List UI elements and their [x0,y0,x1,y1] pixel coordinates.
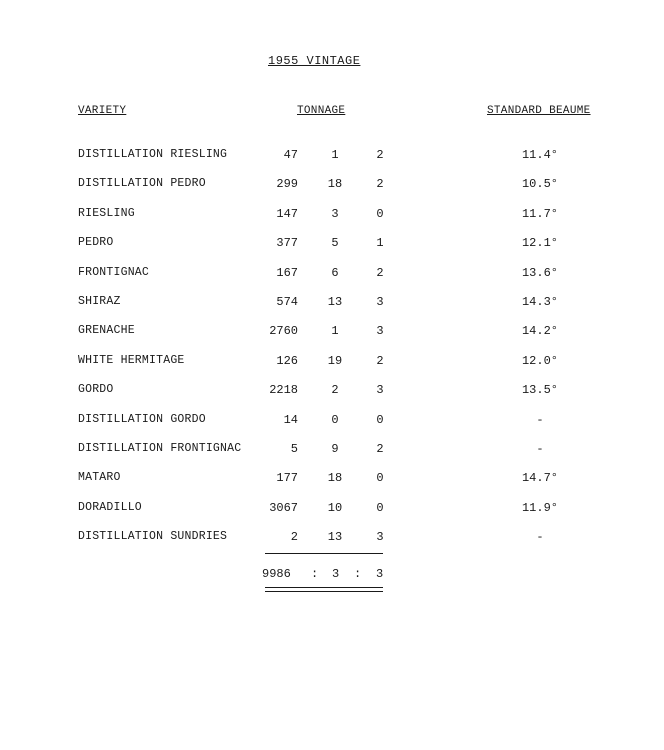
table-row [0,289,664,318]
tons-cell: 3067 [269,500,298,515]
baume-cell: 14.7° [521,471,558,486]
document-title: 1955 VINTAGE [268,54,361,68]
cwt-cell: 19 [327,353,343,368]
tons-cell: 2760 [269,324,298,339]
cwt-cell: 6 [331,265,339,280]
qtr-cell: 3 [376,530,384,545]
vintage-table [0,142,664,553]
baume-column-header: STANDARD BEAUME [487,105,591,117]
variety-cell: FRONTIGNAC [78,265,150,279]
qtr-cell: 2 [376,353,384,368]
qtr-cell: 3 [376,383,384,398]
baume-cell: 12.1° [521,236,558,251]
table-row [0,495,664,524]
tons-cell: 2218 [269,383,298,398]
tons-cell: 167 [276,265,298,280]
total-qtr: 3 [376,567,384,581]
baume-cell: - [536,412,544,427]
qtr-cell: 2 [376,148,384,162]
double-rule-top [265,587,383,588]
cwt-cell: 0 [331,412,339,427]
variety-cell: DISTILLATION FRONTIGNAC [78,441,242,455]
total-cwt: 3 [332,567,340,581]
tons-cell: 126 [276,353,298,368]
cwt-cell: 5 [331,236,339,251]
table-row [0,407,664,436]
variety-cell: DORADILLO [78,500,142,514]
table-row [0,377,664,406]
tons-cell: 299 [276,177,298,192]
baume-cell: 13.5° [521,383,558,398]
qtr-cell: 2 [376,177,384,192]
variety-cell: GRENACHE [78,324,135,338]
tonnage-column-header: TONNAGE [297,105,346,117]
qtr-cell: 3 [376,294,384,309]
double-rule-bottom [265,591,383,592]
variety-cell: WHITE HERMITAGE [78,353,185,367]
qtr-cell: 3 [376,324,384,339]
qtr-cell: 2 [376,441,384,456]
cwt-cell: 18 [327,471,343,486]
cwt-cell: 2 [331,383,339,398]
table-row [0,465,664,494]
cwt-cell: 3 [331,206,339,221]
total-separator: : [354,567,362,581]
baume-cell: 10.5° [521,177,558,192]
tons-cell: 14 [283,412,298,427]
variety-cell: DISTILLATION SUNDRIES [78,530,228,544]
table-row [0,142,664,171]
variety-cell: MATARO [78,471,121,485]
cwt-cell: 13 [327,294,343,309]
baume-cell: - [536,530,544,545]
qtr-cell: 1 [376,236,384,251]
baume-cell: 14.3° [521,294,558,309]
variety-cell: PEDRO [78,236,114,250]
variety-cell: GORDO [78,383,114,397]
table-row [0,524,664,553]
table-row [0,436,664,465]
variety-cell: RIESLING [78,206,135,220]
table-row [0,201,664,230]
variety-cell: DISTILLATION RIESLING [78,148,228,161]
tons-cell: 2 [290,530,298,545]
cwt-cell: 10 [327,500,343,515]
tons-cell: 147 [276,206,298,221]
baume-cell: 12.0° [521,353,558,368]
cwt-cell: 18 [327,177,343,192]
table-row [0,318,664,347]
variety-cell: DISTILLATION GORDO [78,412,206,426]
cwt-cell: 1 [331,324,339,339]
variety-column-header: VARIETY [78,105,127,117]
variety-cell: SHIRAZ [78,294,121,308]
qtr-cell: 0 [376,206,384,221]
table-row [0,171,664,200]
table-row [0,230,664,259]
tons-cell: 574 [276,294,298,309]
total-separator: : [311,567,319,581]
baume-cell: 11.7° [521,206,558,221]
cwt-cell: 1 [331,148,339,162]
total-tons: 9986 [262,567,291,581]
variety-cell: DISTILLATION PEDRO [78,177,206,191]
table-row [0,260,664,289]
qtr-cell: 2 [376,265,384,280]
qtr-cell: 0 [376,500,384,515]
baume-cell: 13.6° [521,265,558,280]
tons-cell: 377 [276,236,298,251]
baume-cell: 11.4° [521,148,558,162]
baume-cell: 11.9° [521,500,558,515]
tons-cell: 177 [276,471,298,486]
qtr-cell: 0 [376,412,384,427]
cwt-cell: 13 [327,530,343,545]
tons-cell: 47 [283,148,298,162]
table-row [0,348,664,377]
tons-cell: 5 [290,441,298,456]
total-rule [265,553,383,554]
qtr-cell: 0 [376,471,384,486]
baume-cell: 14.2° [521,324,558,339]
baume-cell: - [536,441,544,456]
cwt-cell: 9 [331,441,339,456]
